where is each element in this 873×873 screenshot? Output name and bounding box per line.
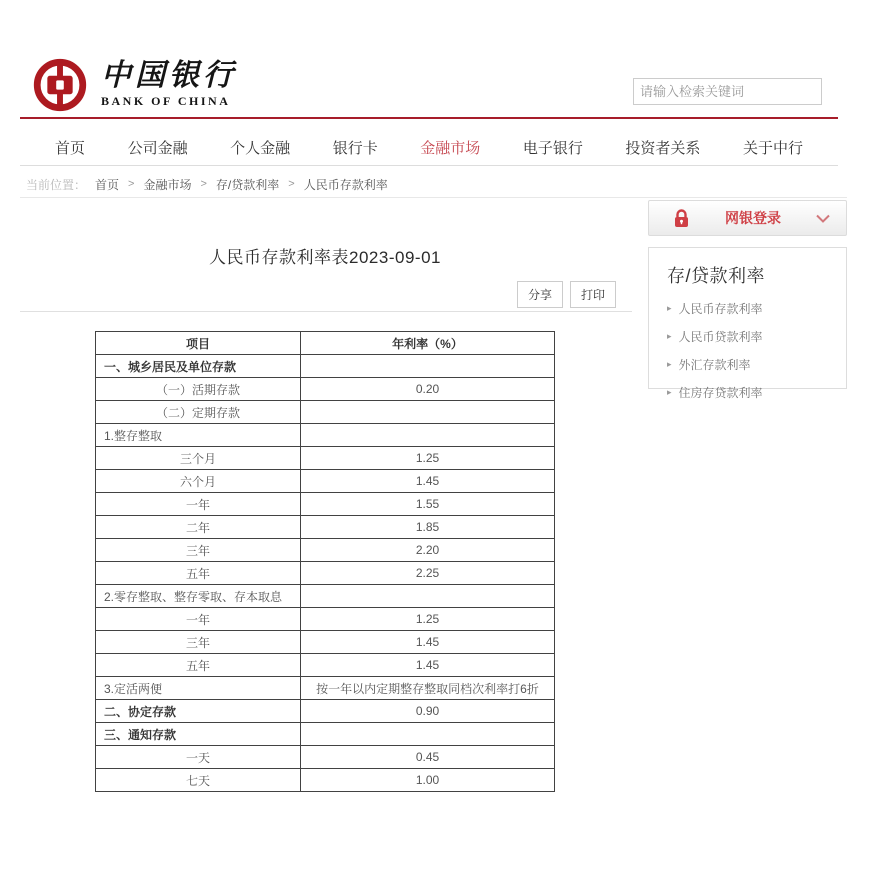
- rate-cell: 按一年以内定期整存整取同档次利率打6折: [301, 677, 555, 700]
- breadcrumb-link-3[interactable]: 存/贷款利率: [215, 177, 280, 192]
- nav-item-1[interactable]: 首页: [55, 139, 86, 157]
- table-row: [96, 654, 555, 677]
- rate-cell: 1.55: [301, 493, 555, 516]
- ebanking-login-button[interactable]: [648, 200, 847, 236]
- item-cell: 一、城乡居民及单位存款: [96, 355, 301, 378]
- rate-cell: 1.45: [301, 631, 555, 654]
- chevron-down-icon: [816, 214, 830, 223]
- logo-text: [101, 58, 237, 109]
- column-header-rate: 年利率（%）: [301, 332, 555, 355]
- breadcrumb-link-2[interactable]: 金融市场: [143, 177, 192, 192]
- breadcrumb-link-1[interactable]: 首页: [95, 177, 120, 192]
- search-input[interactable]: [634, 84, 822, 99]
- share-button[interactable]: 分享: [517, 281, 563, 308]
- lock-icon: [673, 209, 690, 228]
- table-row: [96, 470, 555, 493]
- item-cell: 六个月: [96, 470, 301, 493]
- item-cell: 三年: [96, 539, 301, 562]
- item-cell: 一年: [96, 608, 301, 631]
- item-cell: 五年: [96, 562, 301, 585]
- site-search: [633, 78, 822, 105]
- sidebar-link-1[interactable]: [667, 300, 846, 317]
- sidebar-link-label: 住房存贷款利率: [678, 386, 763, 400]
- sidebar-link-label: 人民币贷款利率: [678, 330, 763, 344]
- item-cell: 1.整存整取: [96, 424, 301, 447]
- rate-cell: 0.45: [301, 746, 555, 769]
- table-row: [96, 516, 555, 539]
- item-cell: 五年: [96, 654, 301, 677]
- item-cell: 3.定活两便: [96, 677, 301, 700]
- table-row: [96, 700, 555, 723]
- rate-cell: 1.85: [301, 516, 555, 539]
- table-row: [96, 746, 555, 769]
- nav-item-7[interactable]: 投资者关系: [625, 139, 701, 157]
- item-cell: 三、通知存款: [96, 723, 301, 746]
- breadcrumb-link-4[interactable]: 人民币存款利率: [303, 177, 388, 192]
- deposit-rate-table: [95, 331, 555, 792]
- table-row: [96, 677, 555, 700]
- breadcrumb-separator: >: [288, 178, 295, 190]
- logo-name-cn: 中国银行: [101, 58, 237, 93]
- nav-item-8[interactable]: 关于中行: [742, 139, 803, 157]
- rate-cell: 1.25: [301, 447, 555, 470]
- rate-cell: [301, 723, 555, 746]
- table-row: [96, 447, 555, 470]
- table-row: [96, 608, 555, 631]
- item-cell: 二年: [96, 516, 301, 539]
- breadcrumb-items: [95, 176, 388, 193]
- rate-cell: 1.45: [301, 654, 555, 677]
- article-actions: [20, 281, 632, 308]
- breadcrumb-divider: [20, 197, 847, 198]
- nav-item-2[interactable]: 公司金融: [127, 139, 188, 157]
- nav-item-3[interactable]: 个人金融: [230, 139, 291, 157]
- rate-cell: 2.20: [301, 539, 555, 562]
- table-row: [96, 378, 555, 401]
- triangle-bullet-icon: ▸: [667, 331, 672, 341]
- rate-cell: 1.45: [301, 470, 555, 493]
- item-cell: （二）定期存款: [96, 401, 301, 424]
- main-nav: [20, 129, 838, 166]
- rate-cell: 0.20: [301, 378, 555, 401]
- logo-name-en: BANK OF CHINA: [101, 94, 231, 108]
- table-row: [96, 539, 555, 562]
- rate-cell: 1.00: [301, 769, 555, 792]
- sidebar-link-label: 外汇存款利率: [678, 358, 751, 372]
- item-cell: 二、协定存款: [96, 700, 301, 723]
- item-cell: 一天: [96, 746, 301, 769]
- table-row: [96, 562, 555, 585]
- table-row: [96, 769, 555, 792]
- page-title: 人民币存款利率表2023-09-01: [209, 248, 441, 267]
- sidebar-link-4[interactable]: [667, 384, 846, 401]
- breadcrumb-prefix: 当前位置：: [26, 177, 87, 192]
- sidebar-link-3[interactable]: [667, 356, 846, 373]
- table-row: [96, 585, 555, 608]
- sidebar-section-title: 存/贷款利率: [667, 266, 766, 286]
- bank-logo[interactable]: [33, 58, 237, 112]
- item-cell: 三个月: [96, 447, 301, 470]
- item-cell: 三年: [96, 631, 301, 654]
- triangle-bullet-icon: ▸: [667, 387, 672, 397]
- sidebar-rates-menu: [648, 247, 847, 400]
- item-cell: （一）活期存款: [96, 378, 301, 401]
- breadcrumb-separator: >: [128, 178, 135, 190]
- item-cell: 2.零存整取、整存零取、存本取息: [96, 585, 301, 608]
- sidebar-links: [667, 300, 846, 401]
- rate-cell: [301, 424, 555, 447]
- sidebar-link-label: 人民币存款利率: [678, 302, 763, 316]
- print-button[interactable]: 打印: [570, 281, 616, 308]
- breadcrumb-separator: >: [200, 178, 207, 190]
- content-divider: [20, 311, 632, 312]
- ebanking-login-label: 网银登录: [725, 210, 781, 226]
- column-header-item: 项目: [96, 332, 301, 355]
- rate-cell: [301, 355, 555, 378]
- item-cell: 七天: [96, 769, 301, 792]
- table-row: [96, 631, 555, 654]
- nav-item-6[interactable]: 电子银行: [522, 139, 583, 157]
- nav-item-4[interactable]: 银行卡: [332, 139, 378, 157]
- triangle-bullet-icon: ▸: [667, 359, 672, 369]
- rate-cell: 0.90: [301, 700, 555, 723]
- rate-cell: [301, 401, 555, 424]
- table-row: [96, 493, 555, 516]
- table-row: [96, 401, 555, 424]
- table-row: [96, 355, 555, 378]
- boc-emblem-icon: [33, 58, 87, 112]
- sidebar-link-2[interactable]: [667, 328, 846, 345]
- rate-table-body: [96, 355, 555, 792]
- rate-cell: 2.25: [301, 562, 555, 585]
- breadcrumb: [26, 174, 388, 194]
- rate-cell: [301, 585, 555, 608]
- rate-cell: 1.25: [301, 608, 555, 631]
- triangle-bullet-icon: ▸: [667, 303, 672, 313]
- table-row: [96, 424, 555, 447]
- nav-item-5[interactable]: 金融市场: [420, 139, 481, 157]
- item-cell: 一年: [96, 493, 301, 516]
- table-row: [96, 723, 555, 746]
- table-header-row: [96, 332, 555, 355]
- header-red-divider: [20, 117, 838, 119]
